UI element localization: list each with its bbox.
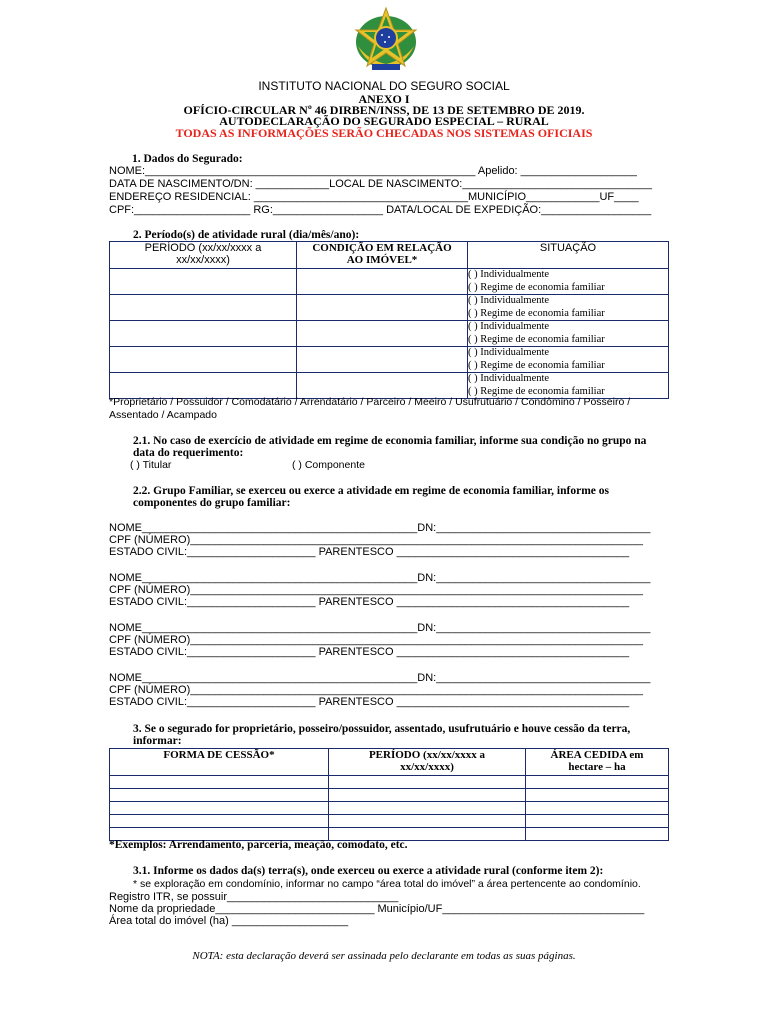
table-row — [110, 347, 669, 373]
cession-form-cell[interactable] — [110, 802, 329, 815]
period-cell[interactable] — [110, 373, 297, 399]
family-name-field[interactable]: NOME_____________________________________________DN:___________________________________ — [109, 572, 651, 584]
option-family[interactable]: ( ) Regime de economia familiar — [468, 359, 605, 371]
family-civil-field[interactable]: ESTADO CIVIL:_____________________ PARENTESCO ______________________________________ — [109, 646, 630, 658]
section3-heading-1: 3. Se o segurado for proprietário, posseiro/possuidor, assentado, usufrutuário e houve cessão da terra, — [133, 723, 631, 735]
condominium-note: * se exploração em condomínio, informar no campo “área total do imóvel” a área pertencente ao condomínio. — [133, 878, 641, 890]
property-area-field[interactable]: Área total do imóvel (ha) ___________________ — [109, 915, 349, 927]
table-row — [110, 789, 669, 802]
condition-cell[interactable] — [297, 321, 468, 347]
section22-heading-2: componentes do grupo familiar: — [133, 497, 291, 509]
table-row — [110, 776, 669, 789]
section3-heading-2: informar: — [133, 735, 182, 747]
land-cession-table — [109, 748, 669, 841]
period-cell[interactable] — [110, 269, 297, 295]
option-individual[interactable]: ( ) Individualmente — [468, 373, 550, 384]
period-cell[interactable] — [110, 295, 297, 321]
cession-period-cell[interactable] — [329, 789, 526, 802]
situation-cell[interactable] — [468, 347, 669, 373]
condition-footnote-2: Assentado / Acampado — [109, 409, 217, 421]
period-cell[interactable] — [110, 321, 297, 347]
section1-heading: 1. Dados do Segurado: — [132, 153, 243, 165]
itr-field[interactable]: Registro ITR, se possuir____________________________ — [109, 891, 399, 903]
ceded-area-cell[interactable] — [526, 802, 669, 815]
rural-period-table — [109, 241, 669, 399]
family-name-field[interactable]: NOME_____________________________________________DN:___________________________________ — [109, 672, 651, 684]
section22-heading-1: 2.2. Grupo Familiar, se exerceu ou exerce a atividade em regime de economia familiar, informe os — [133, 485, 609, 497]
ceded-area-cell[interactable] — [526, 776, 669, 789]
table-row — [110, 321, 669, 347]
situation-cell[interactable] — [468, 269, 669, 295]
table-row — [110, 373, 669, 399]
section21-heading-1: 2.1. No caso de exercício de atividade em regime de economia familiar, informe sua condição no grupo na — [133, 435, 647, 447]
option-family[interactable]: ( ) Regime de economia familiar — [468, 385, 605, 397]
condition-cell[interactable] — [297, 269, 468, 295]
period-cell[interactable] — [110, 347, 297, 373]
family-cpf-field[interactable]: CPF (NÚMERO)__________________________________________________________________________ — [109, 534, 643, 546]
option-individual[interactable]: ( ) Individualmente — [468, 269, 550, 280]
family-cpf-field[interactable]: CPF (NÚMERO)__________________________________________________________________________ — [109, 634, 643, 646]
cession-form-cell[interactable] — [110, 789, 329, 802]
table-row — [110, 802, 669, 815]
cession-period-cell[interactable] — [329, 802, 526, 815]
cession-footnote: *Exemplos: Arrendamento, parceria, meação, comodato, etc. — [109, 839, 408, 851]
family-civil-field[interactable]: ESTADO CIVIL:_____________________ PARENTESCO ______________________________________ — [109, 596, 630, 608]
situation-cell[interactable] — [468, 373, 669, 399]
option-family[interactable]: ( ) Regime de economia familiar — [468, 281, 605, 293]
circular-label: OFÍCIO-CIRCULAR Nº 46 DIRBEN/INSS, DE 13 DE SETEMBRO DE 2019. — [183, 103, 585, 117]
condition-footnote-1: *Proprietário / Possuidor / Comodatário / Arrendatário / Parceiro / Meeiro / Usufrutuário / Condômino / Posseiro / — [109, 396, 631, 408]
cession-period-cell[interactable] — [329, 815, 526, 828]
segurado-birth-field[interactable]: DATA DE NASCIMENTO/DN: ____________LOCAL DE NASCIMENTO:_______________________________ — [109, 178, 652, 190]
condition-cell[interactable] — [297, 347, 468, 373]
table-row — [110, 295, 669, 321]
cession-period-cell[interactable] — [329, 776, 526, 789]
brazil-coat-of-arms-icon — [344, 4, 428, 74]
ceded-area-cell[interactable] — [526, 828, 669, 841]
annex-label: ANEXO I — [358, 92, 410, 106]
family-name-field[interactable]: NOME_____________________________________________DN:___________________________________ — [109, 522, 651, 534]
family-cpf-field[interactable]: CPF (NÚMERO)__________________________________________________________________________ — [109, 584, 643, 596]
option-individual[interactable]: ( ) Individualmente — [468, 347, 550, 358]
cession-form-column-header: FORMA DE CESSÃO* — [110, 749, 329, 776]
ceded-area-column-header: ÁREA CEDIDA em hectare – ha — [526, 749, 669, 776]
family-civil-field[interactable]: ESTADO CIVIL:_____________________ PARENTESCO ______________________________________ — [109, 546, 630, 558]
page-title: AUTODECLARAÇÃO DO SEGURADO ESPECIAL – RURAL — [219, 114, 549, 128]
condition-cell[interactable] — [297, 295, 468, 321]
condition-column-header: CONDIÇÃO EM RELAÇÃO AO IMÓVEL* — [297, 242, 468, 269]
cession-form-cell[interactable] — [110, 815, 329, 828]
cession-form-cell[interactable] — [110, 776, 329, 789]
situation-cell[interactable] — [468, 321, 669, 347]
section31-heading: 3.1. Informe os dados da(s) terra(s), onde exerceu ou exerce a atividade rural (conforme item 2): — [133, 865, 604, 877]
ceded-area-cell[interactable] — [526, 815, 669, 828]
table-row — [110, 815, 669, 828]
situation-column-header: SITUAÇÃO — [468, 242, 669, 269]
option-individual[interactable]: ( ) Individualmente — [468, 321, 550, 332]
segurado-name-field[interactable]: NOME:______________________________________________________ Apelido: ___________________ — [109, 165, 637, 177]
institute-name: INSTITUTO NACIONAL DO SEGURO SOCIAL — [258, 79, 510, 93]
warning-banner: TODAS AS INFORMAÇÕES SERÃO CHECADAS NOS SISTEMAS OFICIAIS — [175, 126, 593, 140]
segurado-address-field[interactable]: ENDEREÇO RESIDENCIAL: ___________________________________MUNICÍPIO____________UF____ — [109, 191, 639, 203]
cession-period-column-header: PERÍODO (xx/xx/xxxx a xx/xx/xxxx) — [329, 749, 526, 776]
family-name-field[interactable]: NOME_____________________________________________DN:___________________________________ — [109, 622, 651, 634]
situation-cell[interactable] — [468, 295, 669, 321]
family-civil-field[interactable]: ESTADO CIVIL:_____________________ PARENTESCO ______________________________________ — [109, 696, 630, 708]
titular-checkbox[interactable]: ( ) Titular — [130, 459, 172, 471]
option-family[interactable]: ( ) Regime de economia familiar — [468, 307, 605, 319]
condition-cell[interactable] — [297, 373, 468, 399]
componente-checkbox[interactable]: ( ) Componente — [292, 459, 365, 471]
section21-heading-2: data do requerimento: — [133, 447, 244, 459]
family-cpf-field[interactable]: CPF (NÚMERO)__________________________________________________________________________ — [109, 684, 643, 696]
signature-note: NOTA: esta declaração deverá ser assinada pelo declarante em todas as suas páginas. — [192, 950, 576, 962]
option-family[interactable]: ( ) Regime de economia familiar — [468, 333, 605, 345]
segurado-cpf-field[interactable]: CPF:___________________ RG:__________________ DATA/LOCAL DE EXPEDIÇÃO:__________________ — [109, 204, 652, 216]
period-column-header: PERÍODO (xx/xx/xxxx a xx/xx/xxxx) — [110, 242, 297, 269]
section2-heading: 2. Período(s) de atividade rural (dia/mês/ano): — [133, 229, 360, 241]
table-row — [110, 269, 669, 295]
option-individual[interactable]: ( ) Individualmente — [468, 295, 550, 306]
ceded-area-cell[interactable] — [526, 789, 669, 802]
property-name-field[interactable]: Nome da propriedade__________________________ Município/UF_________________________________ — [109, 903, 645, 915]
